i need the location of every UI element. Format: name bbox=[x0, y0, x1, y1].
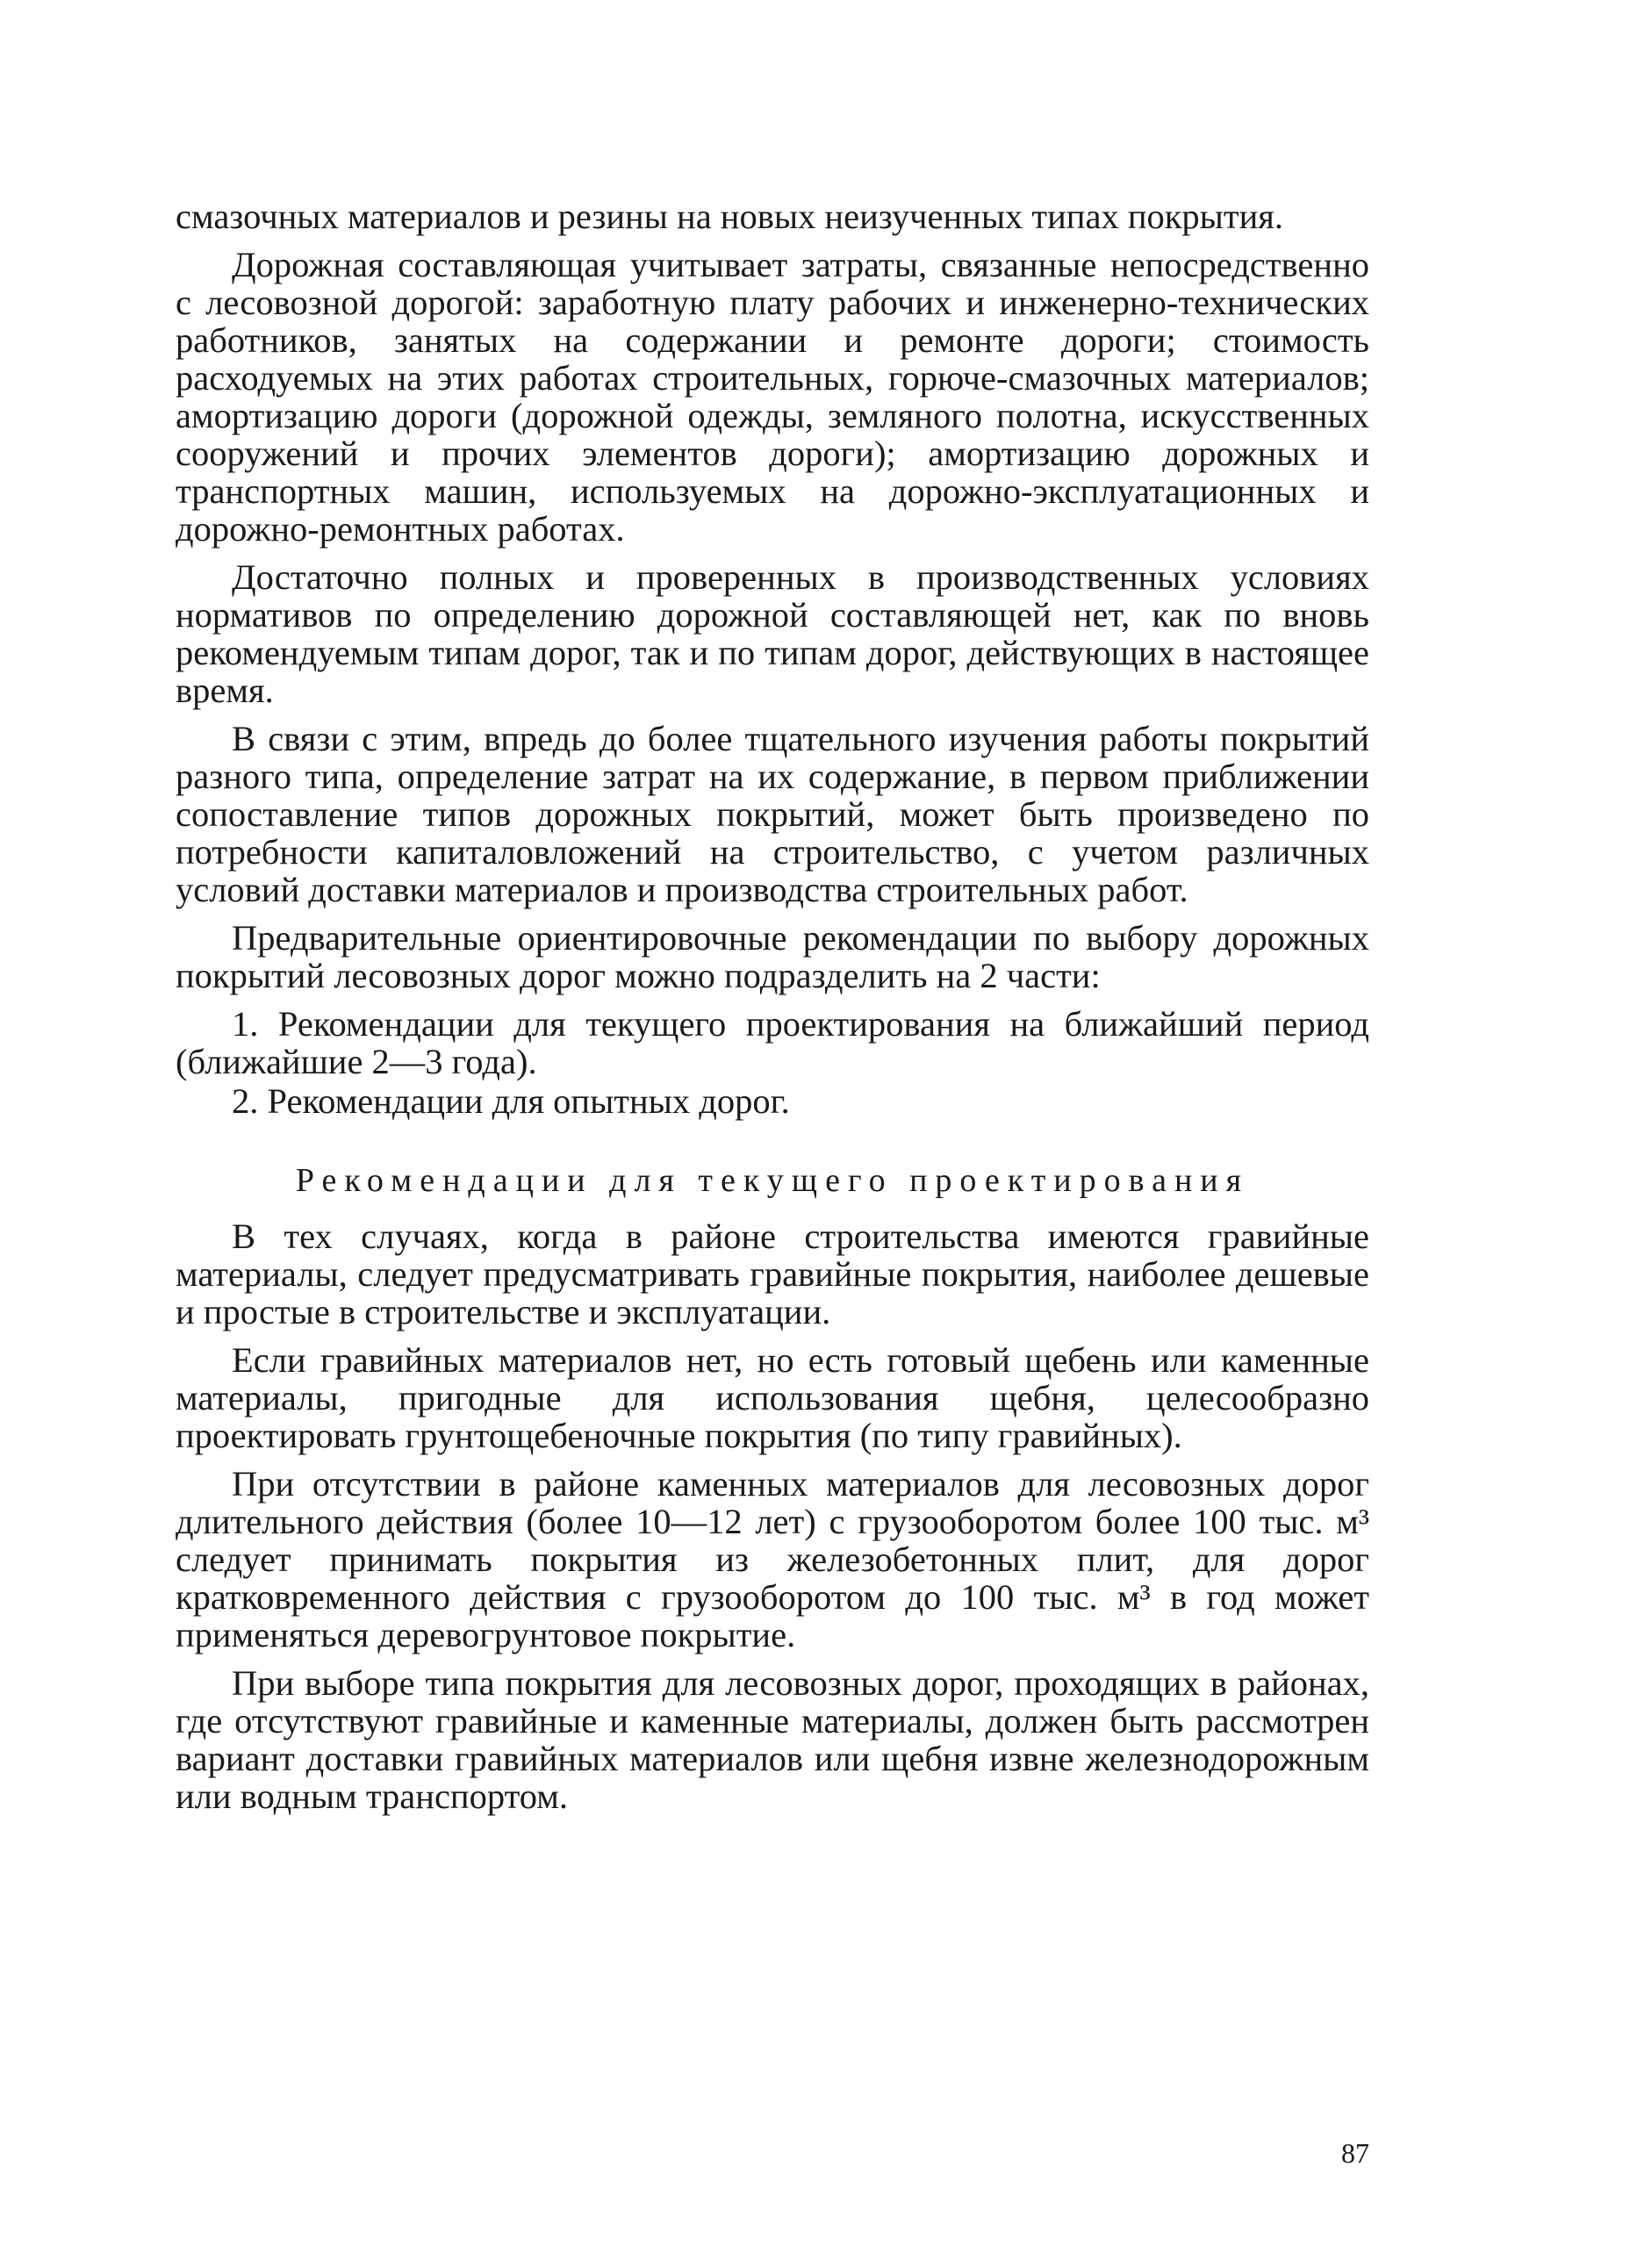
list-item-experimental-roads: 2. Рекомендации для опытных дорог. bbox=[232, 1081, 790, 1121]
paragraph-recommendations-intro: Предварительные ориентировочные рекомендации по выбору дорожных покрытий лесовозных дорог можно подразделить на 2 части: bbox=[176, 918, 1369, 995]
paragraph-crushed-stone: Если гравийных материалов нет, но есть готовый щебень или каменные материалы, пригодные для использования щебня, целесообразно проектировать грунтощебеночные покрытия (по типу гравийных). bbox=[176, 1340, 1369, 1455]
page-number: 87 bbox=[1341, 2137, 1369, 2169]
paragraph-comparison: В связи с этим, впредь до более тщательного изучения работы покрытий разного типа, определение затрат на их содержание, в первом приближении сопоставление типов дорожных покрытий, может быть произведено по потребности капиталовложений на строительство, с учетом различных условий доставки материалов и производства строительных работ. bbox=[176, 719, 1369, 909]
paragraph-road-component: Дорожная составляющая учитывает затраты, связанные непосредственно с лесовозной дорогой: заработную плату рабочих и инженерно-технических работников, занятых на содержании и ремонте дороги; стоимость расходуемых на этих работах строительных, горюче-смазочных материалов; амортизацию дороги (дорожной одежды, земляного полотна, искусственных сооружений и прочих элементов дороги); амортизацию дорожных и транспортных машин, используемых на дорожно-эксплуатационных и дорожно-ремонтных работах. bbox=[176, 245, 1369, 549]
list-item-current-design: 1. Рекомендации для текущего проектирования на ближайший период (ближайшие 2—3 года). bbox=[176, 1004, 1369, 1081]
paragraph-delivery-options: При выборе типа покрытия для лесовозных дорог, проходящих в районах, где отсутствуют гравийные и каменные материалы, должен быть рассмотрен вариант доставки гравийных материалов или щебня извне железнодорожным или водным транспортом. bbox=[176, 1663, 1369, 1816]
page-body bbox=[176, 197, 1369, 2216]
paragraph-gravel: В тех случаях, когда в районе строительства имеются гравийные материалы, следует предусматривать гравийные покрытия, наиболее дешевые и простые в строительстве и эксплуатации. bbox=[176, 1217, 1369, 1331]
paragraph-continuation: смазочных материалов и резины на новых неизученных типах покрытия. bbox=[176, 197, 1284, 236]
section-heading: Рекомендации для текущего проектирования bbox=[295, 1162, 1250, 1199]
paragraph-concrete-slabs: При отсутствии в районе каменных материалов для лесовозных дорог длительного действия (более 10—12 лет) с грузооборотом более 100 тыс. м³ следует принимать покрытия из железобетонных плит, для дорог кратковременного действия с грузооборотом до 100 тыс. м³ в год может применяться деревогрунтовое покрытие. bbox=[176, 1464, 1369, 1654]
paragraph-norms: Достаточно полных и проверенных в производственных условиях нормативов по определению дорожной составляющей нет, как по вновь рекомендуемым типам дорог, так и по типам дорог, действующих в настоящее время. bbox=[176, 557, 1369, 710]
